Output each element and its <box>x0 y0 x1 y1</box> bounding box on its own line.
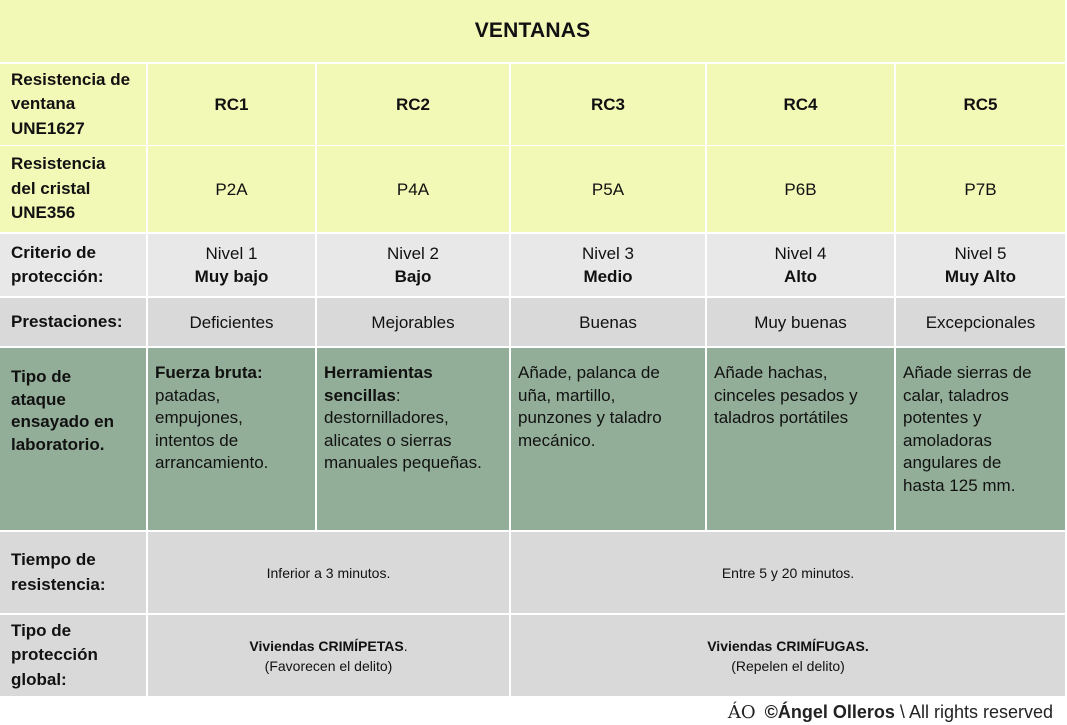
row-glass-resistance <box>0 146 1065 232</box>
table-title: VENTANAS <box>0 0 1065 62</box>
attack-line: arrancamiento. <box>155 453 269 472</box>
cell-rc4: RC4 <box>707 64 896 145</box>
level-text: Nivel 2 <box>387 244 439 263</box>
punctuation: : <box>395 385 401 405</box>
label-line: UNE1627 <box>11 118 85 138</box>
attack-line: alicates o sierras <box>324 430 452 450</box>
label-line: ataque <box>11 389 66 409</box>
row-performance <box>0 298 1065 346</box>
cell-time-rc1-rc2: Inferior a 3 minutos. <box>148 532 511 613</box>
cell-criterion <box>707 234 896 296</box>
label-line: Tipo de <box>11 620 72 640</box>
cell-glass: P7B <box>896 146 1065 232</box>
label-line: Criterio de <box>11 242 97 262</box>
row-label <box>0 615 148 696</box>
label-line: Resistencia de <box>11 69 131 89</box>
attack-line: punzones y taladro <box>518 408 662 427</box>
cell-performance: Muy buenas <box>707 298 896 346</box>
grade-text: Muy bajo <box>194 267 269 286</box>
row-label <box>0 234 148 296</box>
grade-text: Muy Alto <box>944 267 1017 286</box>
attack-line: Añade, palanca de <box>518 363 660 382</box>
cell-performance: Mejorables <box>317 298 511 346</box>
label-line: Tiempo de <box>11 550 96 569</box>
label-line: del cristal <box>11 178 91 198</box>
level-text: Nivel 5 <box>954 244 1007 263</box>
label-line: ensayado en <box>11 412 114 431</box>
cell-rc2: RC2 <box>317 64 511 145</box>
cell-criterion <box>148 234 317 296</box>
cell-attack <box>511 348 707 530</box>
attack-heading: sencillas <box>324 385 396 405</box>
cell-performance: Excepcionales <box>896 298 1065 346</box>
attack-heading: Fuerza bruta: <box>155 363 263 382</box>
cell-glass: P5A <box>511 146 707 232</box>
cell-attack <box>707 348 896 530</box>
cell-rc3: RC3 <box>511 64 707 145</box>
attack-line: cinceles pesados y <box>714 385 858 405</box>
cell-glass: P2A <box>148 146 317 232</box>
row-label <box>0 532 148 613</box>
attack-line: calar, taladros <box>903 385 1009 405</box>
row-protection-criterion <box>0 234 1065 296</box>
row-label <box>0 146 148 232</box>
attack-line: uña, martillo, <box>518 385 616 405</box>
cell-rc1: RC1 <box>148 64 317 145</box>
row-label <box>0 64 148 145</box>
attack-line: destornilladores, <box>324 408 449 427</box>
row-attack-type <box>0 348 1065 530</box>
row-resistance-time <box>0 532 1065 613</box>
cell-attack <box>896 348 1065 530</box>
global-type: Viviendas CRIMÍPETAS <box>249 637 404 654</box>
attack-line: hasta 125 mm. <box>903 475 1016 495</box>
attack-line: taladros portátiles <box>714 408 849 427</box>
global-note: (Repelen el delito) <box>731 657 845 674</box>
cell-time-rc3-rc5: Entre 5 y 20 minutos. <box>511 532 1065 613</box>
author-logo-icon: ÁO <box>727 702 756 723</box>
attack-heading: Herramientas <box>324 363 433 382</box>
cell-glass: P4A <box>317 146 511 232</box>
copyright-footer <box>728 702 1053 723</box>
cell-rc5: RC5 <box>896 64 1065 145</box>
cell-criterion <box>317 234 511 296</box>
label-line: resistencia: <box>11 574 106 594</box>
cell-glass: P6B <box>707 146 896 232</box>
attack-line: amoladoras <box>903 430 992 450</box>
cell-global-rc1-rc2 <box>148 615 511 696</box>
attack-line: angulares de <box>903 453 1002 472</box>
attack-line: patadas, <box>155 385 221 405</box>
label-line: protección <box>11 645 98 665</box>
attack-line: manuales pequeñas. <box>324 453 482 472</box>
label-line: Tipo de <box>11 367 72 386</box>
attack-line: potentes y <box>903 408 982 427</box>
cell-global-rc3-rc5 <box>511 615 1065 696</box>
punctuation: . <box>403 637 408 654</box>
level-text: Nivel 1 <box>205 244 258 263</box>
label-line: global: <box>11 669 67 689</box>
grade-text: Alto <box>783 267 818 286</box>
author-name: ©Ángel Olleros <box>764 702 895 722</box>
grade-text: Medio <box>583 267 633 286</box>
attack-line: intentos de <box>155 430 239 450</box>
cell-performance: Deficientes <box>148 298 317 346</box>
cell-criterion <box>511 234 707 296</box>
cell-attack <box>317 348 511 530</box>
level-text: Nivel 4 <box>774 244 827 263</box>
cell-performance: Buenas <box>511 298 707 346</box>
attack-line: empujones, <box>155 408 243 427</box>
global-note: (Favorecen el delito) <box>264 657 393 674</box>
row-global-protection <box>0 615 1065 696</box>
global-type: Viviendas CRIMÍFUGAS. <box>707 637 869 654</box>
cell-criterion <box>896 234 1065 296</box>
label-line: UNE356 <box>11 203 76 223</box>
row-label <box>0 348 148 530</box>
label-line: protección: <box>11 267 104 286</box>
attack-line: mecánico. <box>518 430 596 450</box>
grade-text: Bajo <box>394 267 432 286</box>
separator: \ <box>899 702 905 722</box>
row-window-resistance <box>0 64 1065 145</box>
label-line: ventana <box>11 94 76 114</box>
attack-line: Añade hachas, <box>714 363 828 382</box>
level-text: Nivel 3 <box>582 244 634 263</box>
label-line: Resistencia <box>11 154 106 174</box>
attack-line: Añade sierras de <box>903 363 1032 382</box>
cell-attack <box>148 348 317 530</box>
label-line: laboratorio. <box>11 434 105 454</box>
row-label: Prestaciones: <box>0 298 148 346</box>
rights-text: All rights reserved <box>904 702 1053 722</box>
